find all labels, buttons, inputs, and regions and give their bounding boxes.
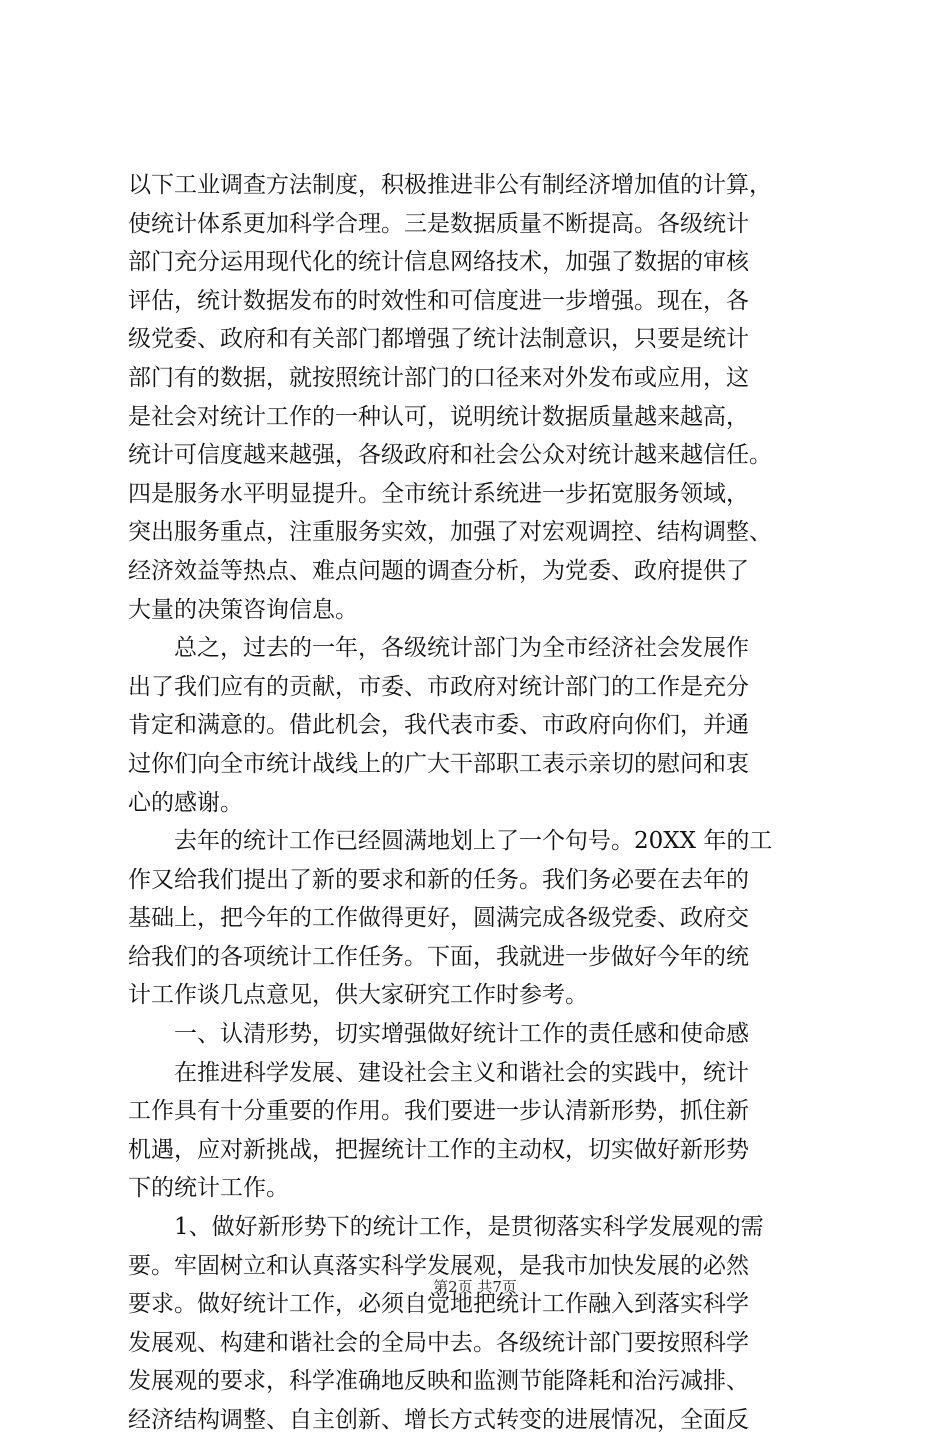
text-line: 经济效益等热点、难点问题的调查分析，为党委、政府提供了 [128, 557, 749, 584]
text-line: 机遇，应对新挑战，把握统计工作的主动权，切实做好新形势 [128, 1136, 749, 1163]
document-body [128, 166, 833, 1440]
text-line: 作又给我们提出了新的要求和新的任务。我们务必要在去年的 [128, 866, 749, 893]
text-line: 评估，统计数据发布的时效性和可信度进一步增强。现在，各 [128, 287, 749, 314]
text-line: 过你们向全市统计战线上的广大干部职工表示亲切的慰问和衷 [128, 750, 749, 777]
text-line: 肯定和满意的。借此机会，我代表市委、市政府向你们，并通 [128, 712, 749, 739]
text-line: 发展观、构建和谐社会的全局中去。各级统计部门要按照科学 [128, 1329, 749, 1356]
text-line: 给我们的各项统计工作任务。下面，我就进一步做好今年的统 [128, 943, 749, 970]
text-line: 部门有的数据，就按照统计部门的口径来对外发布或应用，这 [128, 364, 749, 391]
text-line: 计工作谈几点意见，供大家研究工作时参考。 [128, 982, 588, 1009]
text-line: 统计可信度越来越强，各级政府和社会公众对统计越来越信任。 [128, 442, 772, 469]
text-line: 1、做好新形势下的统计工作，是贯彻落实科学发展观的需 [128, 1214, 764, 1241]
text-line: 总之，过去的一年，各级统计部门为全市经济社会发展作 [128, 635, 749, 662]
text-line: 突出服务重点，注重服务实效，加强了对宏观调控、结构调整、 [128, 519, 772, 546]
text-line: 要求。做好统计工作，必须自觉地把统计工作融入到落实科学 [128, 1291, 749, 1318]
text-line: 心的感谢。 [128, 789, 243, 816]
text-line: 去年的统计工作已经圆满地划上了一个句号。20XX 年的工 [128, 828, 773, 855]
text-line: 要。牢固树立和认真落实科学发展观，是我市加快发展的必然 [128, 1252, 749, 1279]
text-line: 发展观的要求，科学准确地反映和监测节能降耗和治污减排、 [128, 1368, 749, 1395]
text-line: 工作具有十分重要的作用。我们要进一步认清新形势，抓住新 [128, 1098, 749, 1125]
text-line: 是社会对统计工作的一种认可，说明统计数据质量越来越高， [128, 403, 749, 430]
text-line: 一、认清形势，切实增强做好统计工作的责任感和使命感 [128, 1021, 749, 1048]
text-line: 使统计体系更加科学合理。三是数据质量不断提高。各级统计 [128, 210, 749, 237]
text-line: 在推进科学发展、建设社会主义和谐社会的实践中，统计 [128, 1059, 749, 1086]
page-footer: 第2页 共7页 [433, 1278, 517, 1296]
text-line: 基础上，把今年的工作做得更好，圆满完成各级党委、政府交 [128, 905, 749, 932]
text-line: 级党委、政府和有关部门都增强了统计法制意识，只要是统计 [128, 326, 749, 353]
text-line: 部门充分运用现代化的统计信息网络技术，加强了数据的审核 [128, 249, 749, 276]
text-line: 经济结构调整、自主创新、增长方式转变的进展情况，全面反 [128, 1407, 749, 1433]
text-line: 大量的决策咨询信息。 [128, 596, 358, 623]
text-line: 下的统计工作。 [128, 1175, 289, 1202]
text-line: 以下工业调查方法制度，积极推进非公有制经济增加值的计算， [128, 172, 772, 198]
text-line: 出了我们应有的贡献，市委、市政府对统计部门的工作是充分 [128, 673, 749, 700]
text-line: 四是服务水平明显提升。全市统计系统进一步拓宽服务领域， [128, 480, 749, 507]
